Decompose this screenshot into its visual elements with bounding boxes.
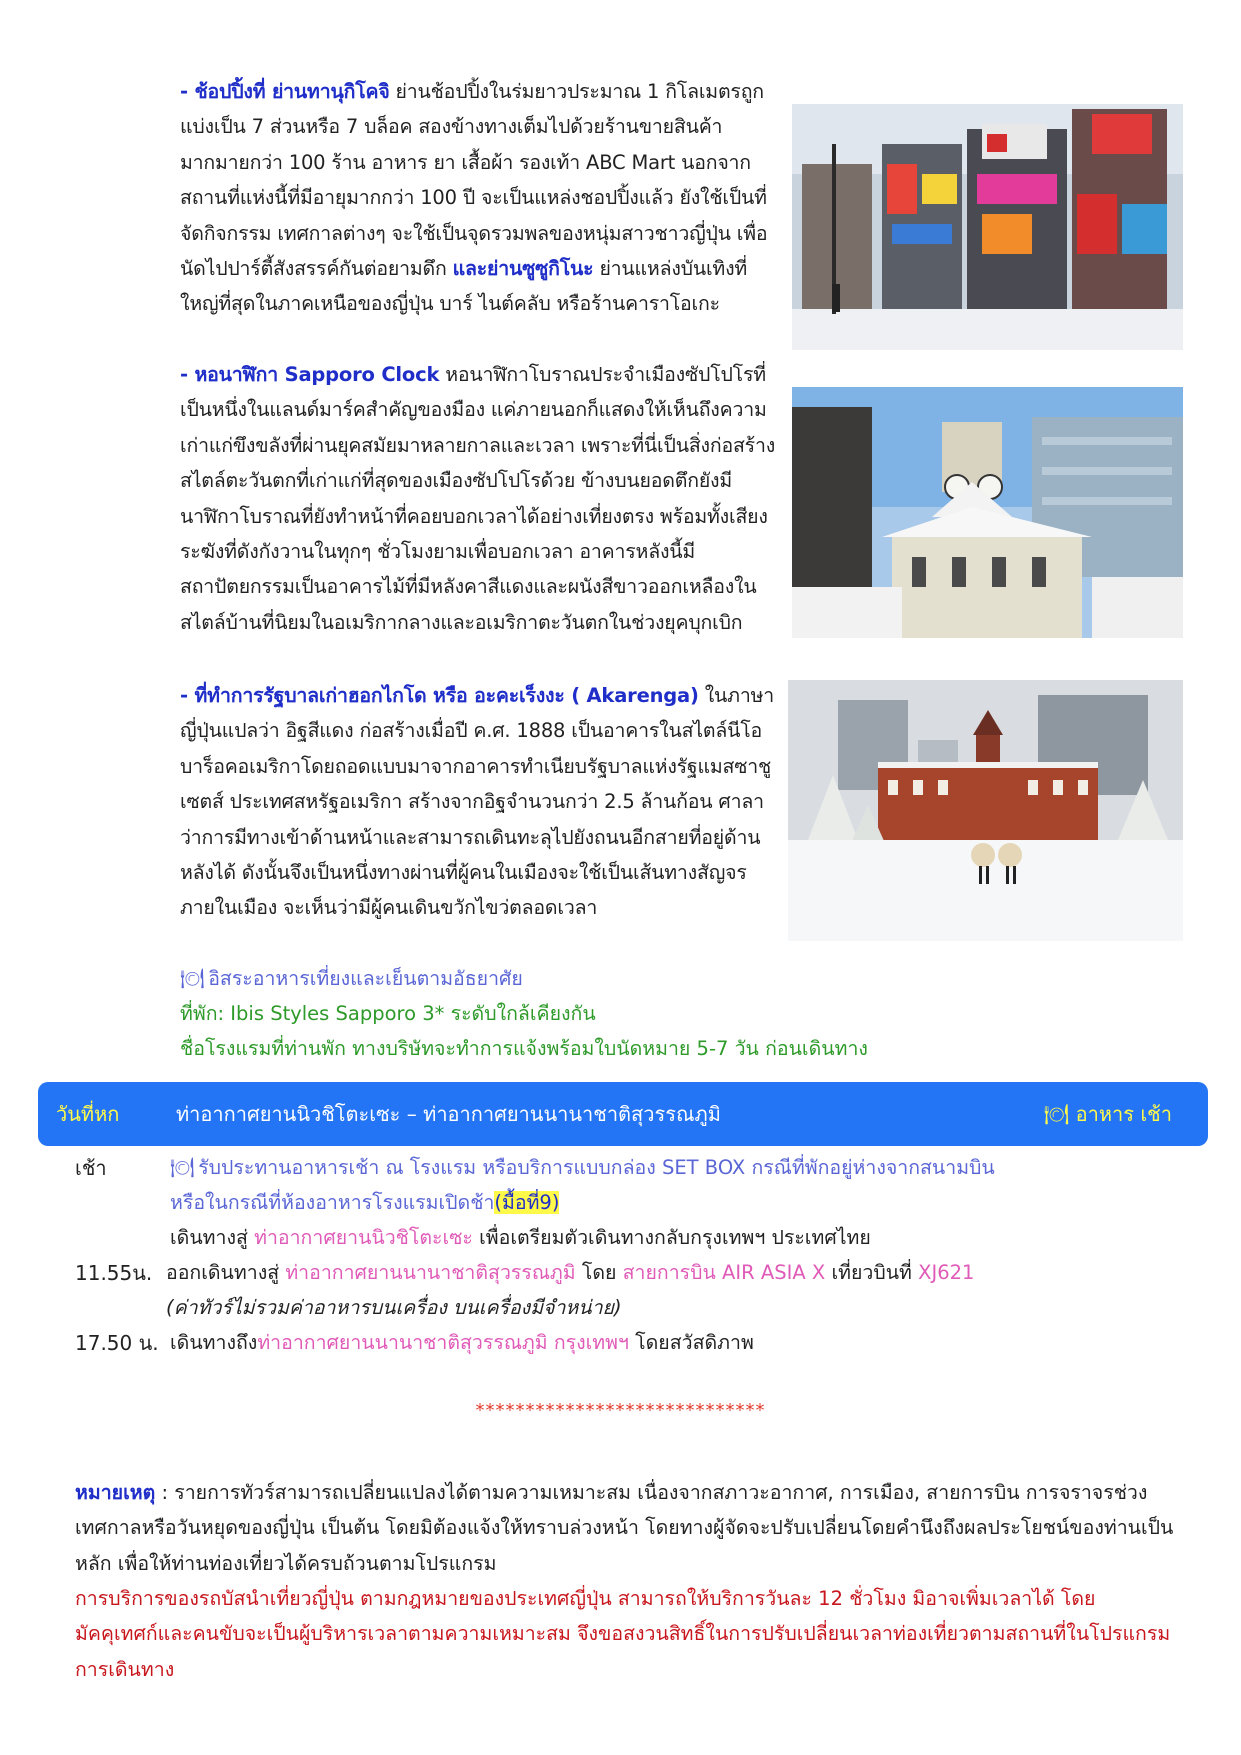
arrive-line: [170, 1327, 754, 1358]
akarenga-body: ในภาษาญี่ปุ่นแปลว่า อิฐสีแดง ก่อสร้างเมื่อปี ค.ศ. 1888 เป็นอาคารในสไตล์นีโอบาร็อคอเมริกาโดยถอดแบบมาจากอาคารทำเนียบรัฐบาลแห่งรัฐแมสซาชูเซตส์ ประเทศสหรัฐอเมริกา สร้างจากอิฐจำนวนกว่า 2.5 ล้านก้อน ศาลาว่าการมีทางเข้าด้านหน้าและสามารถเดินทะลุไปยังถนนอีกสายที่อยู่ด้านหลังได้ ดังนั้นจึงเป็นหนึ่งทางผ่านที่ผู้คนในเมืองจะใช้เป็นเส้นทางสัญจรภายในเมือง จะเห็นว่ามีผู้คนเดินขวักไขว่ตลอดเวลา: [180, 684, 774, 920]
day-meals: [1044, 1098, 1172, 1130]
remarks-paragraph: [75, 1475, 1175, 1581]
meal-icon: 🍽: [1043, 1102, 1070, 1126]
depart-time: 11.55น.: [75, 1261, 153, 1285]
susukino-heading: และย่านซูซูกิโนะ: [452, 257, 594, 281]
susukino-body: ย่านแหล่งบันเทิงที่ใหญ่ที่สุดในภาคเหนือของญี่ปุ่น บาร์ ไนต์คลับ หรือร้านคาราโอเกะ: [180, 257, 748, 316]
breakfast-line-2: [170, 1187, 559, 1218]
inflight-note: (ค่าทัวร์ไม่รวมค่าอาหารบนเครื่อง บนเครื่องมีจำหน่าย): [166, 1296, 622, 1319]
shopping-heading: - ช้อปปิ้งที่ ย่านทานุกิโคจิ: [180, 80, 390, 103]
akarenga-building-photo: [788, 680, 1183, 941]
airline: สายการบิน AIR ASIA X: [622, 1261, 826, 1284]
remarks-label: หมายเหตุ: [75, 1481, 156, 1504]
akarenga-heading: - ที่ทำการรัฐบาลเก่าฮอกไกโด หรือ อะคะเร็งงะ ( Akarenga): [180, 684, 699, 707]
day-route: ท่าอากาศยานนิวชิโตะเซะ – ท่าอากาศยานนานาชาติสุวรรณภูมิ: [176, 1102, 721, 1126]
meals-free-line: [180, 963, 523, 994]
meals-free-text: อิสระอาหารเที่ยงและเย็นตามอัธยาศัย: [208, 967, 523, 990]
day-meals-text: อาหาร เช้า: [1075, 1102, 1172, 1126]
arrive-time: 17.50 น.: [75, 1331, 159, 1355]
meal-icon: 🍽: [170, 1156, 195, 1179]
day-label: วันที่หก: [56, 1102, 120, 1126]
arrive-prefix: เดินทางถึง: [170, 1331, 258, 1354]
meal-number-badge: (มื้อที่9): [494, 1191, 560, 1214]
depart-by: โดย: [581, 1261, 617, 1284]
travel-place: ท่าอากาศยานนิวชิโตะเซะ: [254, 1226, 473, 1249]
remarks-text: : รายการทัวร์สามารถเปลี่ยนแปลงได้ตามความเหมาะสม เนื่องจากสภาวะอากาศ, การเมือง, สายการบิน การจราจรช่วงเทศกาลหรือวันหยุดของญี่ปุ่น เป็นต้น โดยมิต้องแจ้งให้ทราบล่วงหน้า โดยทางผู้จัดจะปรับเปลี่ยนโดยคำนึงถึงผลประโยชน์ของท่านเป็นหลัก เพื่อให้ท่านท่องเที่ยวได้ครบถ้วนตามโปรแกรม: [75, 1481, 1174, 1575]
breakfast-line-1: [170, 1152, 995, 1183]
depart-line: [166, 1257, 974, 1288]
travel-prefix: เดินทางสู่: [170, 1226, 248, 1249]
arrive-place: ท่าอากาศยานนานาชาติสุวรรณภูมิ กรุงเทพฯ: [257, 1331, 629, 1354]
morning-time: เช้า: [75, 1156, 107, 1180]
travel-line: [170, 1222, 871, 1253]
day-six-header-band: [38, 1082, 1208, 1146]
clock-body: หอนาฬิกาโบราณประจำเมืองซัปโปโรที่เป็นหนึ่งในแลนด์มาร์คสำคัญของมือง แค่ภายนอกก็แสดงให้เห็นถึงความเก่าแก่ขึงขลังที่ผ่านยุคสมัยมาหลายกาลและเวลา เพราะที่นี่เป็นสิ่งก่อสร้างสไตล์ตะวันตกที่เก่าแก่ที่สุดของเมืองซัปโปโรด้วย ข้างบนยอดตึกยังมีนาฬิกาโบราณที่ยังทำหน้าที่คอยบอกเวลาได้อย่างเที่ยงตรง พร้อมทั้งเสียงระฆังที่ดังกังวานในทุกๆ ชั่วโมงยามเพื่อบอกเวลา อาคารหลังนี้มีสถาปัตยกรรมเป็นอาคารไม้ที่มีหลังคาสีแดงและผนังสีขาวออกเหลืองในสไตล์บ้านที่นิยมในอเมริกากลางและอเมริกาตะวันตกในช่วงยุคบุกเบิก: [180, 363, 776, 634]
depart-prefix: ออกเดินทางสู่: [166, 1261, 280, 1284]
depart-place: ท่าอากาศยานนานาชาติสุวรรณภูมิ: [285, 1261, 576, 1284]
flight-label: เที่ยวบินที่: [831, 1261, 912, 1284]
breakfast-text-1: รับประทานอาหารเช้า ณ โรงแรม หรือบริการแบบกล่อง SET BOX กรณีที่พักอยู่ห่างจากสนามบิน: [198, 1156, 995, 1179]
arrive-suffix: โดยสวัสดิภาพ: [635, 1331, 754, 1354]
travel-suffix: เพื่อเตรียมตัวเดินทางกลับกรุงเทพฯ ประเทศไทย: [479, 1226, 871, 1249]
hotel-note-line: ชื่อโรงแรมที่ท่านพัก ทางบริษัทจะทำการแจ้งพร้อมใบนัดหมาย 5-7 วัน ก่อนเดินทาง: [180, 1037, 868, 1060]
divider-stars: *****************************: [475, 1400, 766, 1421]
susukino-street-photo: [792, 104, 1183, 350]
hotel-line: ที่พัก: Ibis Styles Sapporo 3* ระดับใกล้เคียงกัน: [180, 1002, 596, 1025]
clock-paragraph: [180, 357, 775, 640]
clock-heading: - หอนาฬิกา Sapporo Clock: [180, 363, 440, 386]
shopping-body: ย่านช้อปปิ้งในร่มยาวประมาณ 1 กิโลเมตรถูกแบ่งเป็น 7 ส่วนหรือ 7 บล็อค สองข้างทางเต็มไปด้วยร้านขายสินค้ามากมายกว่า 100 ร้าน อาหาร ยา เสื้อผ้า รองเท้า ABC Mart นอกจากสถานที่แห่งนี้ที่มีอายุมากกว่า 100 ปี จะเป็นแหล่งชอปปิ้งแล้ว ยังใช้เป็นที่จัดกิจกรรม เทศกาลต่างๆ จะใช้เป็นจุดรวมพลของหนุ่มสาวชาวญี่ปุ่น เพื่อนัดไปปาร์ตี้สังสรรค์กันต่อยามดึก: [180, 80, 768, 281]
flight-number: XJ621: [918, 1261, 975, 1284]
shopping-paragraph: [180, 74, 775, 322]
akarenga-paragraph: [180, 678, 775, 926]
bus-service-note: การบริการของรถบัสนำเที่ยวญี่ปุ่น ตามกฎหมายของประเทศญี่ปุ่น สามารถให้บริการวันละ 12 ชั่วโมง มิอาจเพิ่มเวลาได้ โดยมัคคุเทศก์และคนขับจะเป็นผู้บริหารเวลาตามความเหมาะสม จึงขอสงวนสิทธิ์ในการปรับเปลี่ยนเวลาท่องเที่ยวตามสถานที่ในโปรแกรมการเดินทาง: [75, 1587, 1171, 1681]
meal-icon: 🍽: [180, 967, 205, 990]
sapporo-clock-tower-photo: [792, 387, 1183, 638]
breakfast-text-2: หรือในกรณีที่ห้องอาหารโรงแรมเปิดช้า: [170, 1191, 495, 1214]
